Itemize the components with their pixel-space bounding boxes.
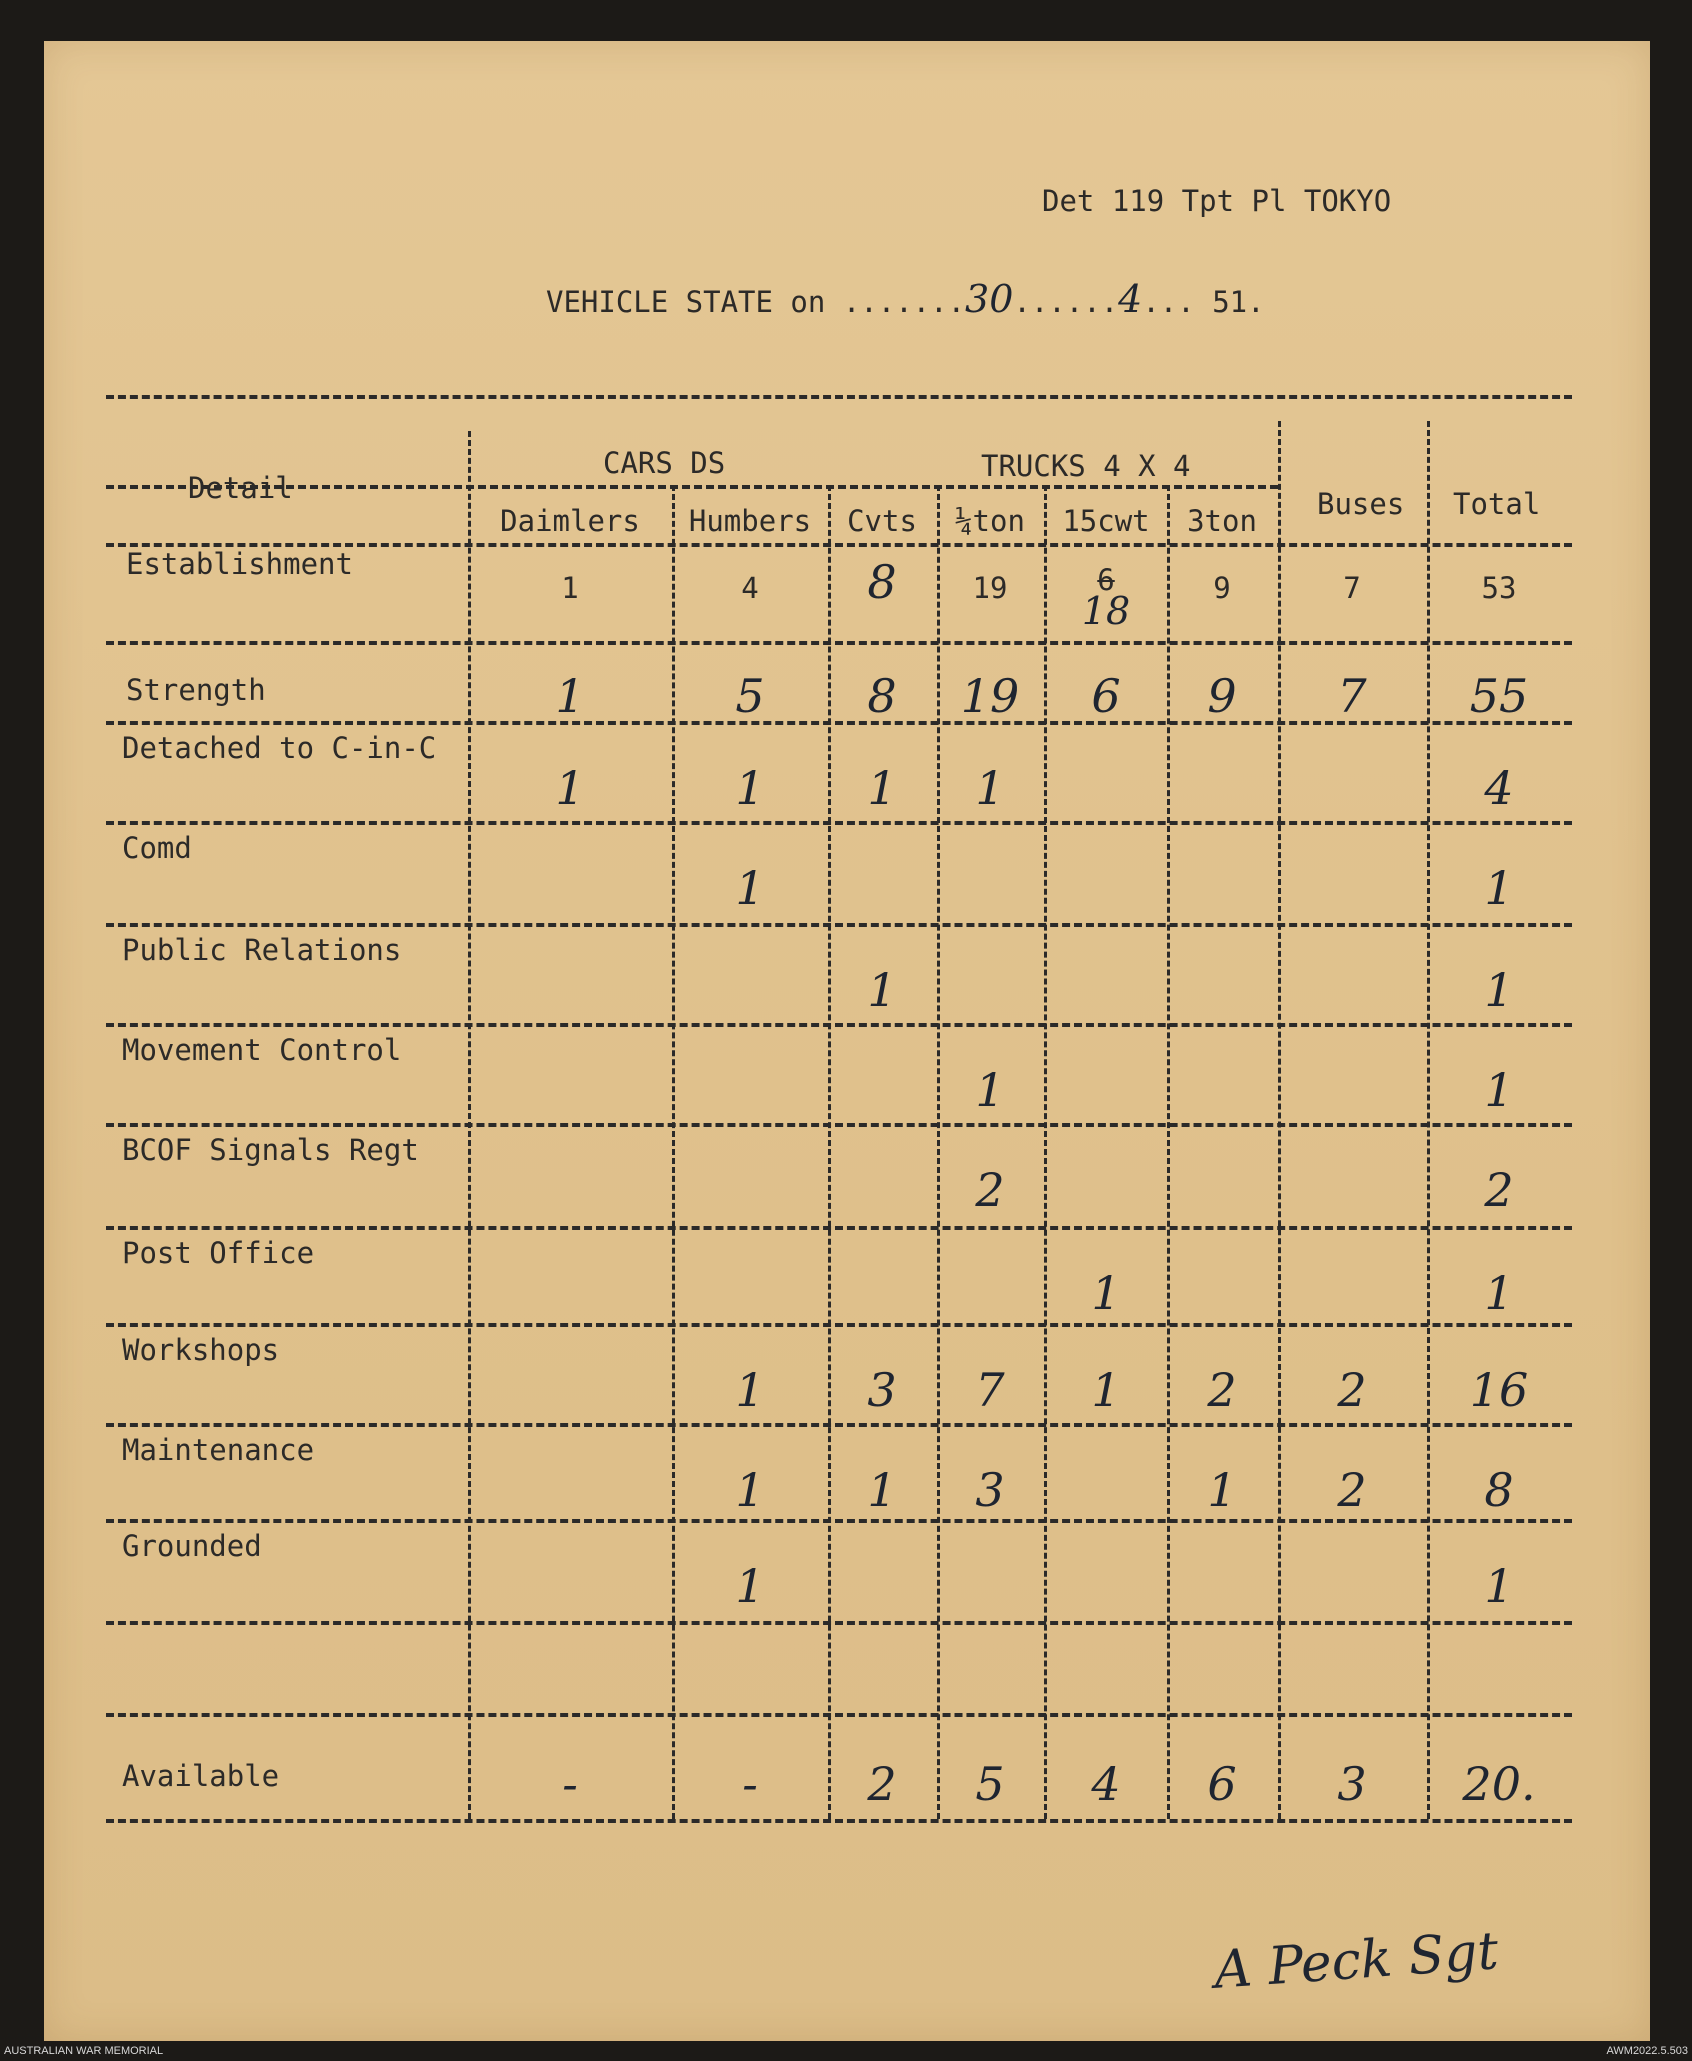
row-label-0: Establishment	[126, 547, 353, 581]
footer-right: AWM2022.5.503	[1606, 2045, 1688, 2057]
cell-9-2: 1	[867, 1463, 897, 1517]
row-label-3: Comd	[122, 831, 192, 865]
title-prefix: VEHICLE STATE on	[546, 285, 843, 319]
cell-1-5: 9	[1207, 669, 1237, 723]
cell-12-4: 4	[1091, 1757, 1121, 1811]
cell-1-7: 55	[1469, 669, 1529, 723]
cell-0-7: 53	[1481, 571, 1517, 605]
header-buses: Buses	[1317, 487, 1405, 521]
cell-1-3: 19	[960, 669, 1020, 723]
vline-15cwt	[1167, 485, 1170, 1819]
row-label-8: Workshops	[122, 1333, 280, 1367]
vline-detail	[468, 431, 471, 1819]
row-label-6: BCOF Signals Regt	[122, 1133, 419, 1167]
vline-cvts	[937, 485, 940, 1819]
column-header-3: ¼ton	[955, 504, 1025, 538]
cell-12-6: 3	[1337, 1757, 1367, 1811]
row-rule-2	[106, 821, 1572, 825]
cell-10-7: 1	[1484, 1559, 1514, 1613]
cell-4-2: 1	[867, 963, 897, 1017]
cell-10-1: 1	[735, 1559, 765, 1613]
cell-9-3: 3	[975, 1463, 1005, 1517]
date-day: 30	[965, 277, 1014, 321]
column-header-5: 3ton	[1187, 504, 1257, 538]
column-header-2: Cvts	[847, 504, 917, 538]
row-rule-7	[106, 1323, 1572, 1327]
vline-3ton	[1278, 421, 1281, 1819]
cell-3-1: 1	[735, 861, 765, 915]
cell-0-0: 1	[561, 571, 579, 605]
column-header-1: Humbers	[688, 504, 812, 538]
cell-5-7: 1	[1484, 1063, 1514, 1117]
cell-8-4: 1	[1091, 1363, 1121, 1417]
cell-7-4: 1	[1091, 1266, 1121, 1320]
row-rule-9	[106, 1519, 1572, 1523]
table-top-rule	[106, 395, 1572, 399]
cell-1-4: 6	[1091, 669, 1121, 723]
date-month: 4	[1118, 277, 1143, 321]
title-dots-2: ......	[1013, 285, 1119, 319]
row-label-10: Grounded	[122, 1529, 262, 1563]
row-rule-11	[106, 1713, 1572, 1717]
cell-6-7: 2	[1484, 1163, 1514, 1217]
cell-2-0: 1	[555, 761, 585, 815]
header-trucks: TRUCKS 4 X 4	[981, 449, 1191, 483]
cell-8-7: 16	[1469, 1363, 1529, 1417]
cell-9-5: 1	[1207, 1463, 1237, 1517]
date-year: 51.	[1212, 285, 1265, 319]
vline-humbers	[828, 485, 831, 1819]
header-cars-ds: CARS DS	[603, 446, 726, 480]
document-page	[44, 41, 1650, 2041]
cell-9-1: 1	[735, 1463, 765, 1517]
unit-heading: Det 119 Tpt Pl TOKYO	[1042, 184, 1392, 218]
cell-0-2: 8	[867, 555, 897, 609]
cell-8-5: 2	[1207, 1363, 1237, 1417]
row-rule-10	[106, 1621, 1572, 1625]
column-header-4: 15cwt	[1062, 504, 1150, 538]
row-rule-4	[106, 1023, 1572, 1027]
header-detail: Detail	[188, 471, 293, 505]
cell-9-7: 8	[1484, 1463, 1514, 1517]
row-label-12: Available	[122, 1759, 280, 1793]
cell-5-3: 1	[975, 1063, 1005, 1117]
vline-daimlers	[672, 485, 675, 1819]
row-rule-12	[106, 1819, 1572, 1823]
cell-2-1: 1	[735, 761, 765, 815]
cell-12-7: 20.	[1462, 1757, 1536, 1811]
cell-0-1: 4	[741, 571, 759, 605]
cell-1-6: 7	[1337, 669, 1367, 723]
vline-buses	[1427, 421, 1430, 1819]
cell-12-2: 2	[867, 1757, 897, 1811]
cell-12-0: -	[562, 1757, 578, 1811]
row-rule-6	[106, 1226, 1572, 1230]
cell-6-3: 2	[975, 1163, 1005, 1217]
cell-0-4: 6	[1097, 563, 1115, 597]
vline-quarterton	[1044, 485, 1047, 1819]
cell-4-7: 1	[1484, 963, 1514, 1017]
row-label-9: Maintenance	[122, 1433, 315, 1467]
cell-2-2: 1	[867, 761, 897, 815]
row-label-4: Public Relations	[122, 933, 402, 967]
cell-9-6: 2	[1337, 1463, 1367, 1517]
document-title	[546, 277, 1265, 321]
cell-2-3: 1	[975, 761, 1005, 815]
cell-correction-0-4: 18	[1081, 589, 1131, 633]
cell-12-3: 5	[975, 1757, 1005, 1811]
row-label-1: Strength	[126, 673, 266, 707]
cell-0-6: 7	[1343, 571, 1361, 605]
cell-7-7: 1	[1484, 1266, 1514, 1320]
row-rule-3	[106, 923, 1572, 927]
row-label-7: Post Office	[122, 1236, 315, 1270]
column-header-0: Daimlers	[500, 504, 640, 538]
row-label-2: Detached to C-in-C	[122, 731, 437, 765]
cell-8-1: 1	[735, 1363, 765, 1417]
cell-12-5: 6	[1207, 1757, 1237, 1811]
cell-8-6: 2	[1337, 1363, 1367, 1417]
header-total: Total	[1453, 487, 1541, 521]
cell-1-1: 5	[735, 669, 765, 723]
cell-1-0: 1	[555, 669, 585, 723]
cell-8-2: 3	[867, 1363, 897, 1417]
cell-0-3: 19	[972, 571, 1008, 605]
cell-2-7: 4	[1484, 761, 1514, 815]
cell-3-7: 1	[1484, 861, 1514, 915]
cell-12-1: -	[742, 1757, 758, 1811]
row-rule-0	[106, 641, 1572, 645]
row-rule-5	[106, 1123, 1572, 1127]
title-dots-1: .......	[842, 285, 966, 319]
row-rule-8	[106, 1423, 1572, 1427]
cell-1-2: 8	[867, 669, 897, 723]
signature: A Peck Sgt	[1212, 1921, 1501, 2001]
footer-left: AUSTRALIAN WAR MEMORIAL	[4, 2045, 164, 2057]
cell-0-5: 9	[1213, 571, 1231, 605]
cell-8-3: 7	[975, 1363, 1005, 1417]
row-label-5: Movement Control	[122, 1033, 402, 1067]
title-dots-3: ...	[1142, 285, 1213, 319]
